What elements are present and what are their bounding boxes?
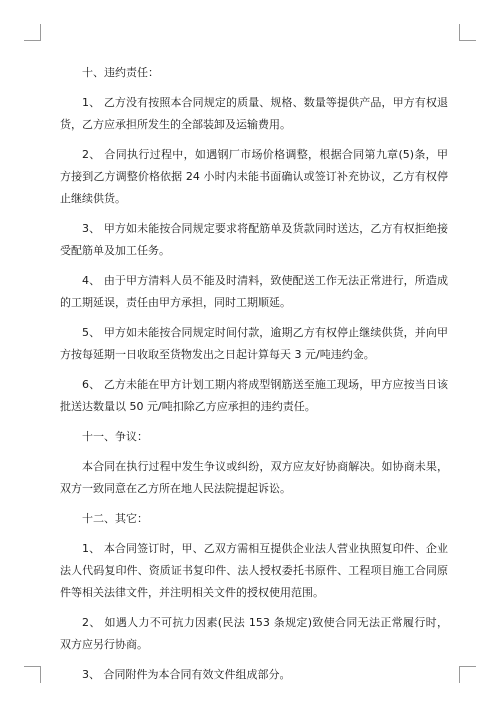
breach-clause-1: 1、 乙方没有按照本合同规定的质量、规格、数量等提供产品，甲方有权退货，乙方应承担所发生的全部装卸及运输费用。	[60, 96, 448, 131]
breach-clause-2: 2、 合同执行过程中，如遇钢厂市场价格调整，根据合同第九章(5)条，甲方接到乙方调整价格依据 24 小时内未能书面确认或签订补充协议，乙方有权停止继续供货。	[60, 148, 448, 205]
section-heading-other: 十二、其它：	[82, 512, 148, 525]
breach-clause-3: 3、 甲方如未能按合同规定要求将配筋单及货款同时送达，乙方有权拒绝接受配筋单及加工任务。	[60, 222, 448, 257]
other-clause-1: 1、 本合同签订时，甲、乙双方需相互提供企业法人营业执照复印件、企业法人代码复印件、资质证书复印件、法人授权委托书原件、工程项目施工合同原件等相关法律文件，并注明相关文件的授权使用范围。	[60, 542, 448, 599]
other-clause-3: 3、 合同附件为本合同有效文件组成部分。	[82, 668, 291, 681]
crop-mark-top-right	[459, 24, 476, 41]
document-body	[60, 62, 448, 686]
crop-mark-bottom-left	[24, 666, 41, 683]
section-heading-dispute: 十一、争议：	[82, 430, 148, 443]
section-heading-breach: 十、违约责任：	[82, 66, 159, 79]
crop-mark-bottom-right	[459, 666, 476, 683]
breach-clause-5: 5、 甲方如未能按合同规定时间付款，逾期乙方有权停止继续供货，并向甲方按每延期一日收取至货物发出之日起计算每天 3 元/吨违约金。	[60, 326, 448, 361]
breach-clause-6: 6、 乙方未能在甲方计划工期内将成型钢筋送至施工现场，甲方应按当日该批送达数量以 50 元/吨扣除乙方应承担的违约责任。	[60, 378, 448, 413]
dispute-clause: 本合同在执行过程中发生争议或纠纷，双方应友好协商解决。如协商未果，双方一致同意在乙方所在地人民法院提起诉讼。	[60, 460, 448, 495]
breach-clause-4: 4、 由于甲方清料人员不能及时清料，致使配送工作无法正常进行，所造成的工期延误，责任由甲方承担，同时工期顺延。	[60, 274, 448, 309]
other-clause-2: 2、 如遇人力不可抗力因素(民法 153 条规定)致使合同无法正常履行时，双方应另行协商。	[60, 616, 448, 651]
crop-mark-top-left	[24, 24, 41, 41]
